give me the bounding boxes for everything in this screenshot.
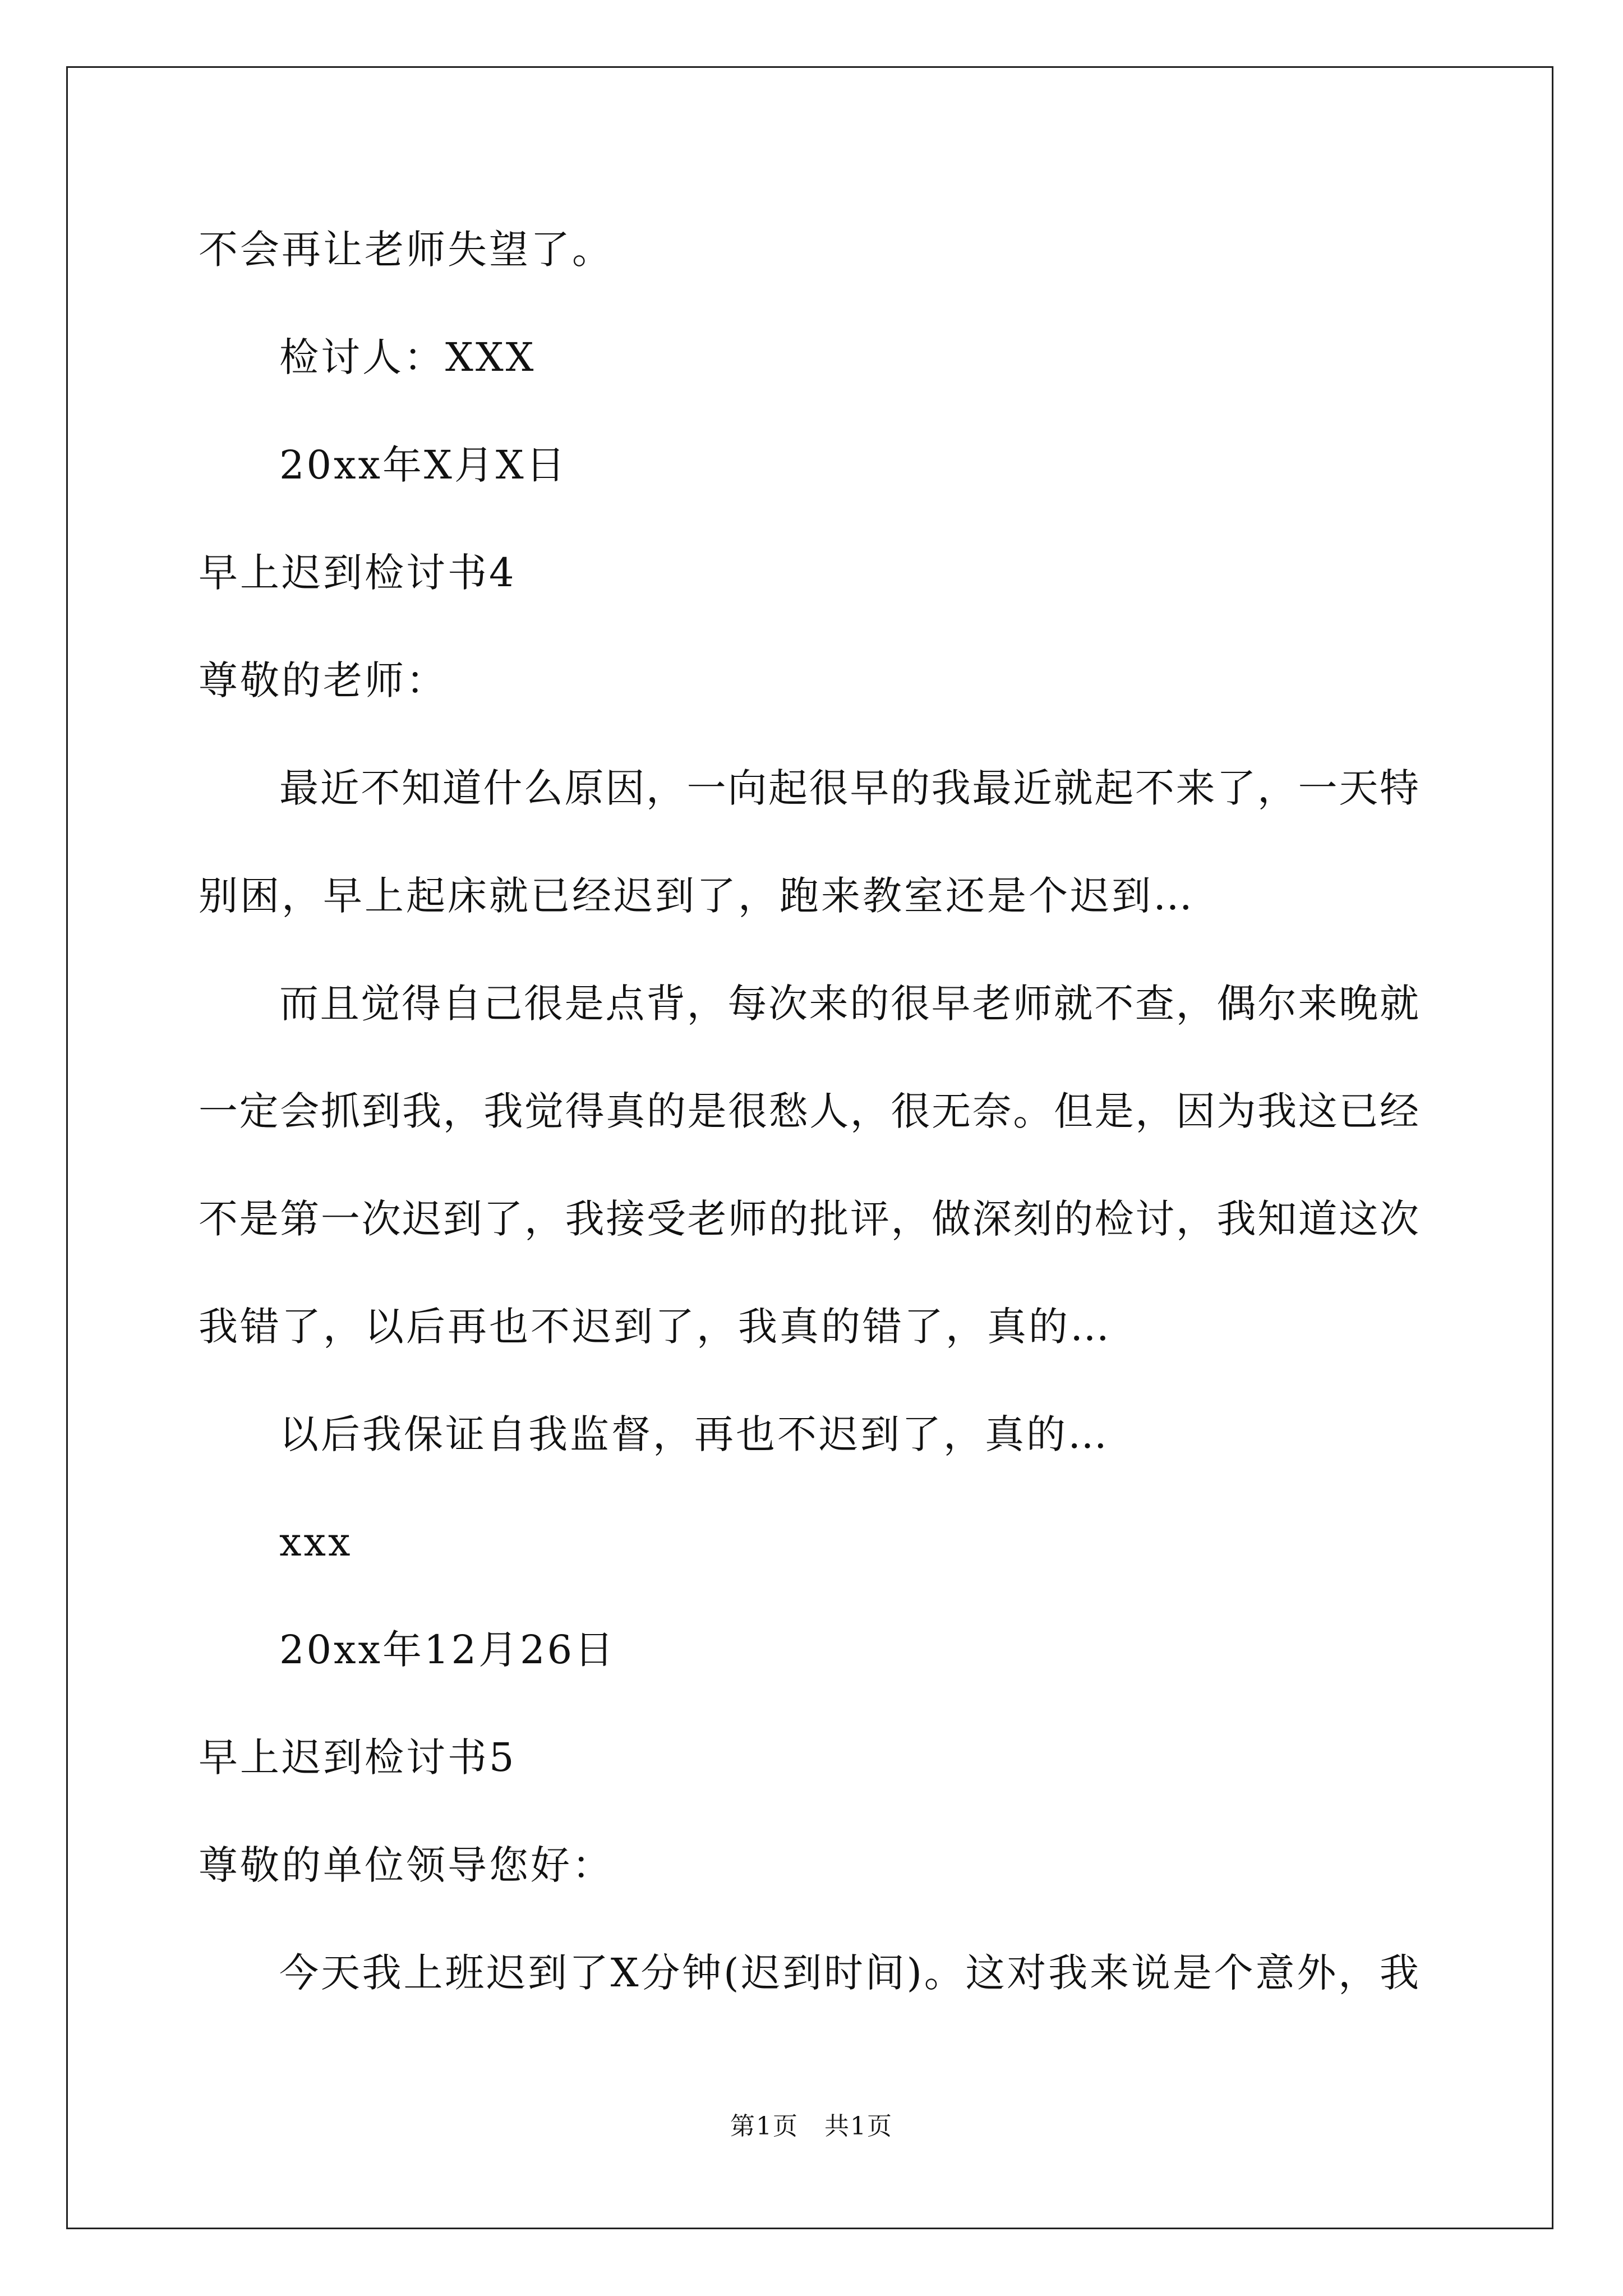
page-border: [66, 66, 1553, 2229]
date-line: 20xx年12月26日: [279, 1627, 616, 1673]
salutation: 尊敬的老师：: [199, 657, 448, 703]
salutation: 尊敬的单位领导您好：: [199, 1842, 614, 1888]
text-line: 我错了，以后再也不迟到了，我真的错了，真的…: [199, 1304, 1112, 1350]
text-line: 一定会抓到我，我觉得真的是很愁人，很无奈。但是，因为我这已经: [199, 1088, 1419, 1134]
text-line: 别困，早上起床就已经迟到了，跑来教室还是个迟到…: [199, 873, 1195, 919]
text-line: 不会再让老师失望了。: [199, 227, 614, 273]
text-line: 而且觉得自己很是点背，每次来的很早老师就不查，偶尔来晚就: [279, 981, 1419, 1027]
section-heading: 早上迟到检讨书4: [199, 550, 517, 596]
page-footer: 第1页 共1页: [730, 2112, 893, 2141]
signature-name: xxx: [279, 1519, 353, 1565]
date-line: 20xx年X月X日: [279, 442, 568, 488]
section-heading: 早上迟到检讨书5: [199, 1734, 517, 1780]
signature-label: 检讨人：XXX: [279, 334, 536, 380]
text-line: 以后我保证自我监督，再也不迟到了，真的…: [279, 1411, 1109, 1457]
text-line: 最近不知道什么原因，一向起很早的我最近就起不来了，一天特: [279, 765, 1419, 811]
text-line: 今天我上班迟到了X分钟(迟到时间)。这对我来说是个意外，我: [279, 1950, 1419, 1996]
text-line: 不是第一次迟到了，我接受老师的批评，做深刻的检讨，我知道这次: [199, 1196, 1419, 1242]
